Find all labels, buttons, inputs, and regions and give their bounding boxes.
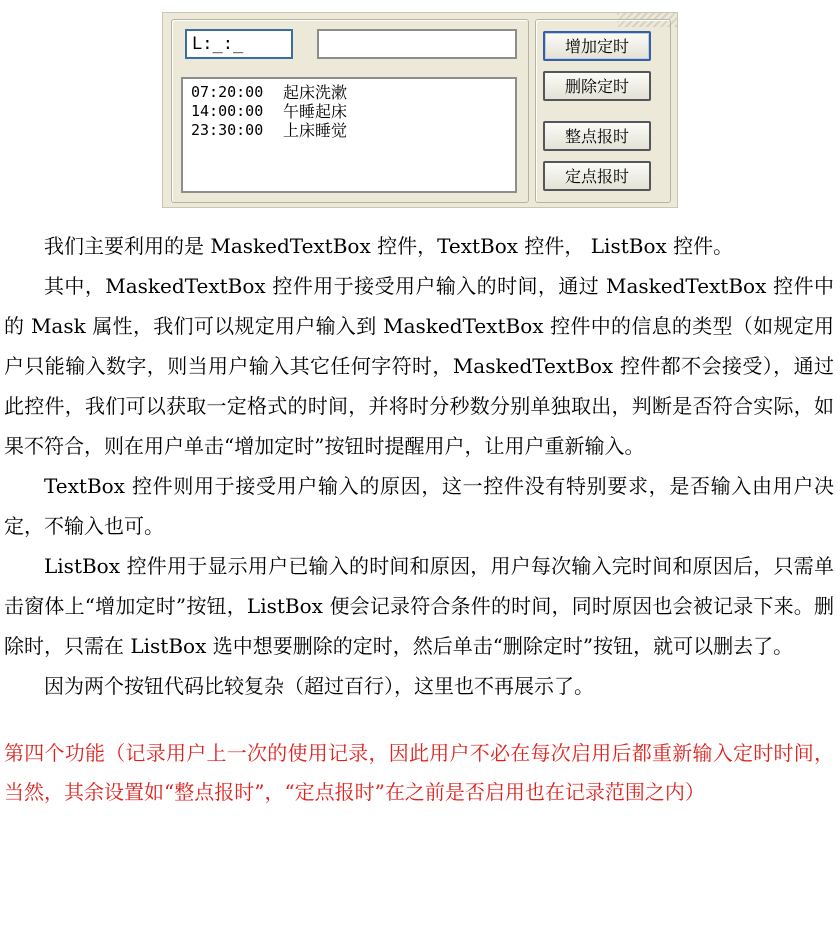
list-item-time: 14:00:00 (191, 102, 264, 120)
list-item-reason: 上床睡觉 (283, 121, 348, 140)
list-item[interactable] (191, 102, 507, 121)
fixed-report-button[interactable]: 定点报时 (543, 161, 651, 191)
add-timer-button[interactable]: 增加定时 (543, 31, 651, 61)
list-item-reason: 午睡起床 (283, 102, 348, 121)
paragraph-maskedtextbox: 其中，MaskedTextBox 控件用于接受用户输入的时间，通过 MaskedTextBox 控件中的 Mask 属性，我们可以规定用户输入到 MaskedTextBox 控件中的信息的类型（如规定用户只能输入数字，则当用户输入其它任何字符时，MaskedTextBox 控件都不会接受），通过此控件，我们可以获取一定格式的时间，并将时分秒数分别单独取出，判断是否符合实际，如果不符合，则在用户单击“增加定时”按钮时提醒用户，让用户重新输入。 (4, 274, 834, 458)
list-item-time: 23:30:00 (191, 121, 264, 139)
hourly-report-button[interactable]: 整点报时 (543, 121, 651, 151)
time-masked-input[interactable] (185, 29, 293, 59)
paragraph-textbox: TextBox 控件则用于接受用户输入的原因，这一控件没有特别要求，是否输入由用户决定，不输入也可。 (4, 474, 834, 538)
paragraph-listbox: ListBox 控件用于显示用户已输入的时间和原因，用户每次输入完时间和原因后，只需单击窗体上“增加定时”按钮，ListBox 便会记录符合条件的时间，同时原因也会被记录下来。删除时，只需在 ListBox 选中想要删除的定时，然后单击“删除定时”按钮，就可以删去了。 (4, 554, 834, 658)
list-item-reason: 起床洗漱 (283, 83, 348, 102)
list-item[interactable] (191, 83, 507, 102)
delete-timer-button[interactable]: 删除定时 (543, 71, 651, 101)
paragraph-buttons-note: 因为两个按钮代码比较复杂（超过百行），这里也不再展示了。 (44, 674, 594, 698)
app-window-screenshot (162, 12, 678, 208)
list-item[interactable] (191, 121, 507, 140)
timer-listbox[interactable] (181, 77, 517, 193)
feature-four-highlight: 第四个功能（记录用户上一次的使用记录，因此用户不必在每次启用后都重新输入定时时间，当然，其余设置如“整点报时”，“定点报时”在之前是否启用也在记录范围之内） (4, 741, 834, 804)
reason-text-input[interactable] (317, 29, 517, 59)
paragraph-controls-intro: 我们主要利用的是 MaskedTextBox 控件，TextBox 控件， ListBox 控件。 (44, 234, 734, 258)
list-item-time: 07:20:00 (191, 83, 264, 101)
article-body (4, 226, 834, 811)
